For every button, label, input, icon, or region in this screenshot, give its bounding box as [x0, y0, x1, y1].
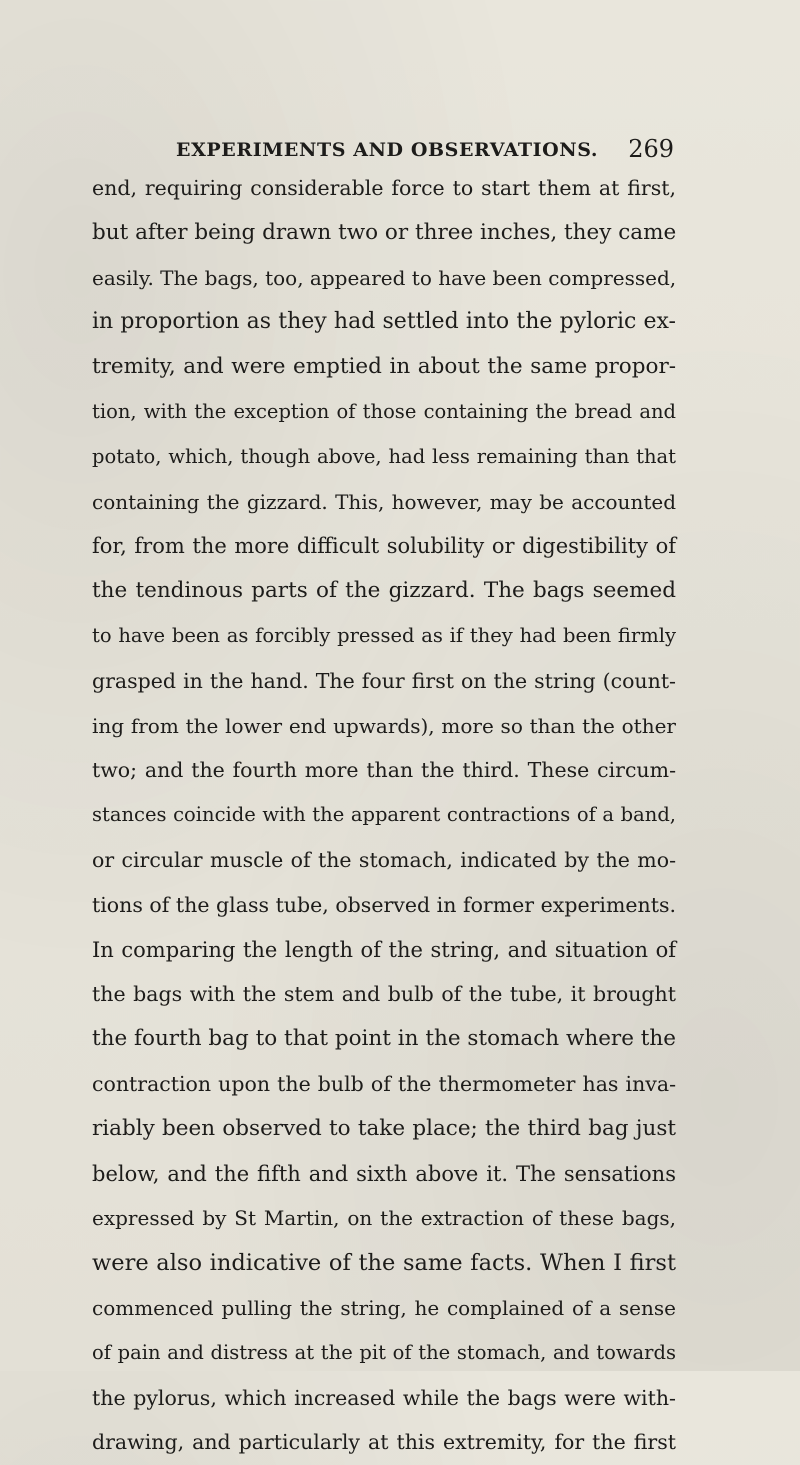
body-text: [92, 166, 676, 1465]
text-line: riably been observed to take place; the third bag just: [92, 1115, 676, 1141]
text-line: contraction upon the bulb of the thermometer has inva-: [92, 1071, 676, 1096]
text-line: the fourth bag to that point in the stomach where the: [92, 1026, 676, 1052]
text-line: but after being drawn two or three inches, they came: [92, 219, 677, 245]
text-line: the pylorus, which increased while the bags were with-: [92, 1385, 676, 1410]
running-header: [176, 135, 674, 169]
text-line: stances coincide with the apparent contractions of a band,: [92, 803, 676, 827]
text-line: of pain and distress at the pit of the stomach, and towards: [92, 1340, 676, 1364]
text-line: or circular muscle of the stomach, indicated by the mo-: [92, 847, 676, 872]
text-line: in proportion as they had settled into the pyloric ex-: [92, 309, 676, 335]
running-title: EXPERIMENTS AND OBSERVATIONS.: [176, 139, 599, 161]
text-line: easily. The bags, too, appeared to have been compressed,: [92, 265, 677, 290]
text-line: grasped in the hand. The four first on the string (count-: [92, 668, 676, 693]
text-line: for, from the more difficult solubility or digestibility of: [92, 534, 676, 559]
text-line: potato, which, though above, had less remaining than that: [92, 444, 676, 468]
text-line: tion, with the exception of those containing the bread and: [92, 399, 676, 423]
page-number: 269: [628, 135, 674, 163]
text-line: end, requiring considerable force to start them at first,: [92, 176, 676, 200]
text-line: ing from the lower end upwards), more so than the other: [92, 713, 676, 738]
text-line: the bags with the stem and bulb of the tube, it brought: [92, 982, 676, 1007]
text-line: the tendinous parts of the gizzard. The bags seemed: [92, 578, 676, 604]
text-line: expressed by St Martin, on the extraction of these bags,: [92, 1206, 676, 1231]
text-line: were also indicative of the same facts. When I first: [92, 1250, 676, 1277]
text-line: below, and the fifth and sixth above it. The sensations: [92, 1161, 676, 1186]
text-line: In comparing the length of the string, and situation of: [92, 937, 676, 962]
text-line: tremity, and were emptied in about the same propor-: [92, 354, 676, 380]
text-line: commenced pulling the string, he complained of a sense: [92, 1295, 676, 1320]
text-line: to have been as forcibly pressed as if they had been firmly: [92, 623, 676, 647]
text-line: two; and the fourth more than the third. These circum-: [92, 758, 676, 783]
text-line: tions of the glass tube, observed in former experiments.: [92, 892, 676, 917]
text-line: containing the gizzard. This, however, may be accounted: [92, 489, 676, 514]
text-line: drawing, and particularly at this extremity, for the first: [92, 1430, 676, 1455]
